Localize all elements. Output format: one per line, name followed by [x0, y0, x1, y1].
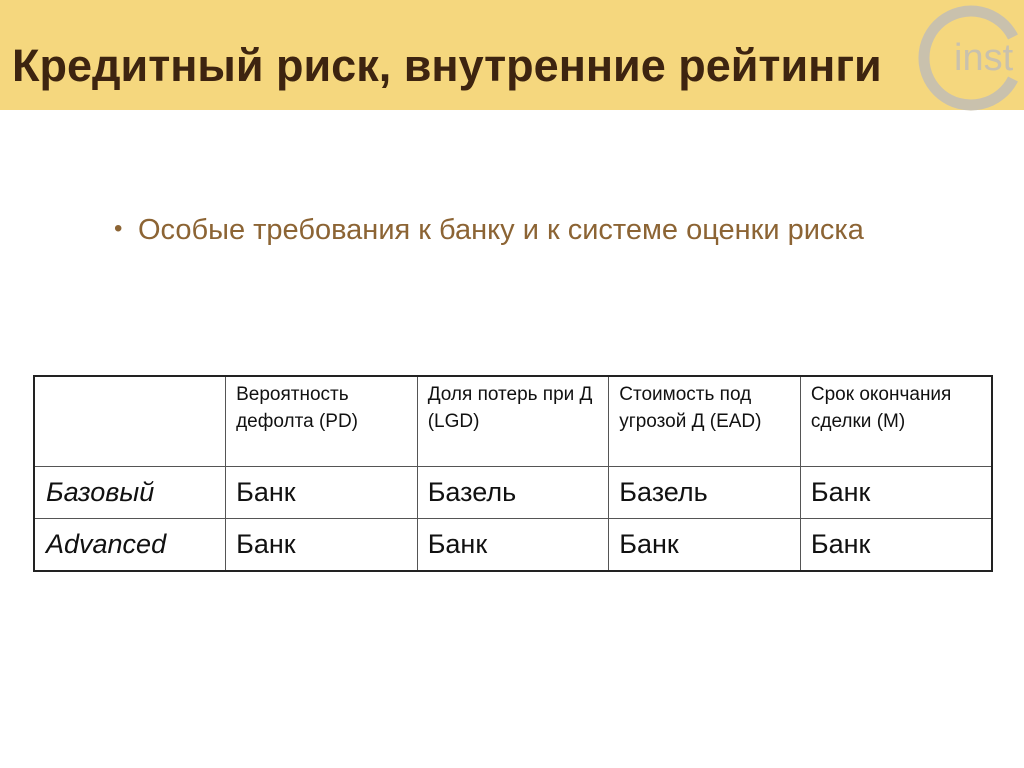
- row-label-basic: Базовый: [34, 466, 226, 518]
- table-corner-cell: [34, 376, 226, 466]
- requirements-table: [33, 375, 993, 572]
- table-cell: Банк: [800, 466, 992, 518]
- table-cell: Банк: [417, 518, 609, 571]
- table-row: [34, 466, 992, 518]
- inst-logo: [912, 2, 1024, 114]
- table-cell: Базель: [609, 466, 801, 518]
- header-lgd: Доля потерь при Д (LGD): [417, 376, 609, 466]
- header-ead: Стоимость под угрозой Д (EAD): [609, 376, 801, 466]
- row-label-advanced: Advanced: [34, 518, 226, 571]
- logo-text: inst: [954, 37, 1014, 79]
- bullet-text: Особые требования к банку и к системе оценки риска: [138, 214, 864, 246]
- table-header-row: [34, 376, 992, 466]
- slide-title: Кредитный риск, внутренние рейтинги: [12, 40, 882, 91]
- table-cell: Базель: [417, 466, 609, 518]
- header-m: Срок окончания сделки (M): [800, 376, 992, 466]
- table-row: [34, 518, 992, 571]
- header-pd: Вероятность дефолта (PD): [226, 376, 418, 466]
- table-cell: Банк: [800, 518, 992, 571]
- table-cell: Банк: [609, 518, 801, 571]
- table-cell: Банк: [226, 518, 418, 571]
- table-cell: Банк: [226, 466, 418, 518]
- bullet-glyph: •: [114, 215, 123, 242]
- bullet-item: [114, 210, 864, 249]
